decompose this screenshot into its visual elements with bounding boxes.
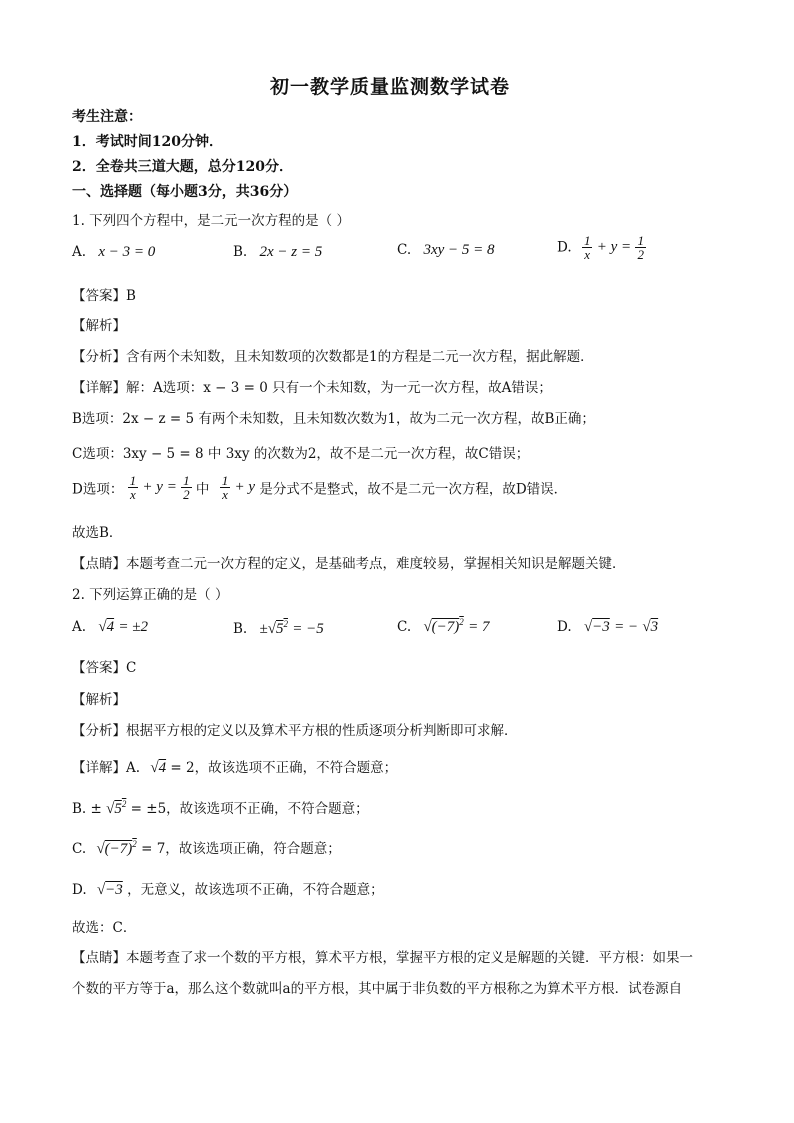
q2-answer: 【答案】C [72,660,137,676]
q2-option-d-sqrt-2: √3 [642,619,659,635]
q1-detail-d-frac-1: $\frac{1}{x}$ [129,473,137,502]
section-heading: 一、选择题（每小题3分，共36分） [72,184,298,200]
q1-detail-d-mid: 中 [195,481,210,498]
q1-option-c [397,242,495,259]
q2-option-b [233,619,324,638]
q2-detail-a-prefix: 【详解】A. [72,760,141,776]
q2-choose: 故选：C． [72,920,137,936]
q1-detail-d [72,474,567,501]
q2-detail-a-sqrt: √4 [150,760,167,776]
q2-detail-b-suffix: = ±5，故该选项不正确，不符合题意； [130,801,369,817]
q1-comment: 【点睛】本题考查二元一次方程的定义，是基础考点，难度较易，掌握相关知识是解题关键． [72,556,626,572]
q2-option-d-expr: = − [614,619,639,635]
q1-option-b-expr: 2x − z = 5 [259,244,323,260]
q1-detail-c: C选项：3xy − 5 = 8 中 3xy 的次数为2，故不是二元一次方程，故C错误； [72,446,530,462]
q2-detail-b [72,797,369,818]
q1-detail-d-frac-3: $\frac{1}{x}$ [221,473,229,502]
q2-option-c-label: C. [397,619,412,635]
page-title: 初一教学质量监测数学试卷 [270,76,511,98]
q2-detail-c [72,837,341,858]
q2-analysis: 【分析】根据平方根的定义以及算术平方根的性质逐项分析判断即可求解． [72,723,518,739]
q1-option-d-frac-1: $\frac{1}{x}$ [583,233,591,262]
q1-analysis: 【分析】含有两个未知数，且未知数项的次数都是1的方程是二元一次方程，据此解题． [72,349,594,365]
q1-option-b-label: B. [233,244,248,260]
q1-detail-d-eq: + y = [142,479,177,495]
q2-option-c-expr: = 7 [468,619,490,635]
notice-heading: 考生注意： [72,109,142,125]
notice-item-2: 2．全卷共三道大题，总分120分． [72,159,293,175]
q1-option-a-label: A. [72,244,87,260]
q2-option-a-label: A. [72,619,87,635]
q2-stem: 2. 下列运算正确的是（ ） [72,587,229,603]
q2-option-b-expr: = −5 [292,621,324,637]
q2-comment-line-1: 【点睛】本题考查了求一个数的平方根，算术平方根，掌握平方根的定义是解题的关键．平方根：如果一 [72,950,693,966]
q2-option-b-sqrt: $\pm√5^2$ [259,619,288,637]
q2-option-d-label: D. [557,619,572,635]
q2-option-a-sqrt: √4 [98,619,115,635]
q2-detail-b-prefix: B. ± [72,801,102,817]
q2-option-c-sqrt: $√(-7)^2$ [423,617,464,635]
q1-option-b [233,244,322,261]
q1-detail-d-plus-y: + y [234,479,256,495]
q2-detail-c-sqrt: $√(-7)^2$ [96,839,137,857]
q2-option-a [72,619,148,636]
q1-option-d-frac-2: $\frac{1}{2}$ [637,233,644,262]
q2-detail-a-suffix: = 2，故该选项不正确，不符合题意； [170,760,398,776]
q2-detail-d [72,878,384,899]
q1-choose: 故选B． [72,525,123,541]
q2-option-d-sqrt: √−3 [583,619,610,635]
q2-detail-d-sqrt: √−3 [96,882,123,898]
q2-detail-a [72,756,397,777]
q1-option-c-expr: 3xy − 5 = 8 [423,242,495,258]
q2-option-b-label: B. [233,621,248,637]
q2-detail-c-prefix: C. [72,841,87,857]
q1-option-d [557,234,646,261]
q1-detail-a: 【详解】解：A选项：x − 3 = 0 只有一个未知数，为一元一次方程，故A错误； [72,380,552,396]
q1-detail-d-frac-2: $\frac{1}{2}$ [183,473,190,502]
q2-detail-c-suffix: = 7，故该选项正确，符合题意； [141,841,341,857]
q2-detail-d-suffix: ，无意义，故该选项不正确，不符合题意； [127,882,384,898]
q1-option-d-label: D. [557,239,572,256]
q1-answer: 【答案】B [72,288,136,304]
q1-analysis-tag: 【解析】 [72,318,126,334]
q2-option-c [397,617,489,636]
q1-detail-b: B选项：2x − z = 5 有两个未知数，且未知数次数为1，故为二元一次方程，故B正确； [72,411,595,427]
q2-option-a-expr: = ±2 [118,619,148,635]
q1-option-d-plus-y: + y = [596,239,632,255]
q1-option-c-label: C. [397,242,412,258]
q1-detail-d-prefix: D选项： [72,481,124,498]
q1-option-a-expr: x − 3 = 0 [98,244,156,260]
q1-option-a [72,244,155,261]
q2-detail-d-prefix: D. [72,882,87,898]
q1-stem: 1. 下列四个方程中，是二元一次方程的是（ ） [72,213,350,229]
q2-option-d [557,619,658,636]
q2-comment-line-2: 个数的平方等于a，那么这个数就叫a的平方根，其中属于非负数的平方根称之为算术平方根．试卷源自 [72,981,683,997]
notice-item-1: 1．考试时间120分钟． [72,134,223,150]
q2-analysis-tag: 【解析】 [72,692,126,708]
q2-detail-b-sqrt: $√5^2$ [106,799,127,817]
q1-detail-d-suffix: 是分式不是整式，故不是二元一次方程，故D错误． [259,481,568,498]
